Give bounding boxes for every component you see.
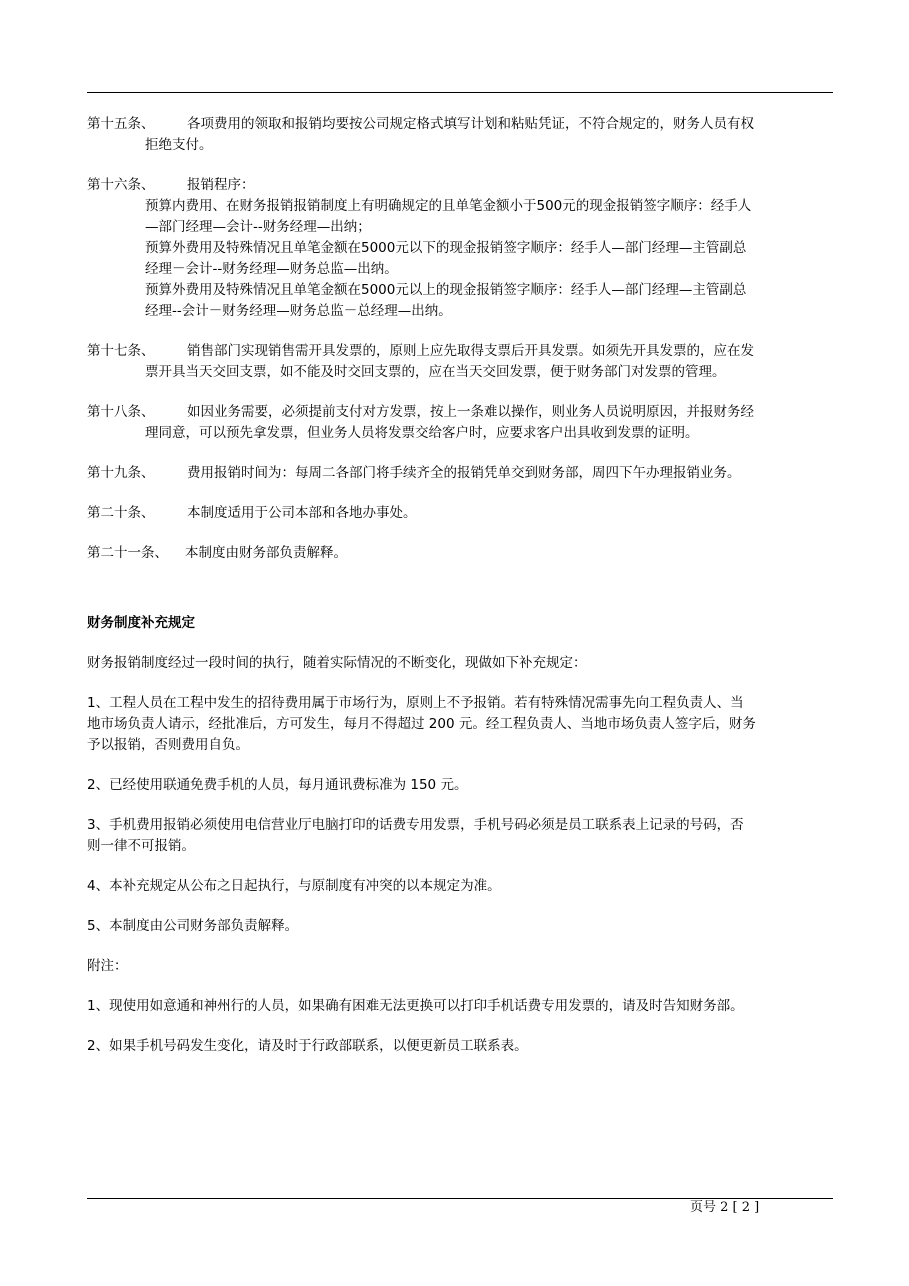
line: 4、本补充规定从公布之日起执行，与原制度有冲突的以本规定为准。 [87, 878, 501, 894]
procedure-line: 经理－会计--财务经理—财务总监—出纳。 [145, 261, 398, 277]
supplement-item-4 [87, 876, 833, 897]
article-number: 第十六条、 [87, 177, 155, 193]
header-rule [87, 92, 833, 93]
line: 则一律不可报销。 [87, 838, 195, 854]
article-18 [87, 402, 833, 444]
note-1: 1、现使用如意通和神州行的人员，如果确有困难无法更换可以打印手机话费专用发票的，请及时告知财务部。 [87, 998, 744, 1014]
procedure-line: —部门经理—会计--财务经理—出纳； [145, 219, 371, 235]
article-19 [87, 463, 833, 484]
line: 5、本制度由公司财务部负责解释。 [87, 918, 299, 934]
article-21 [87, 543, 833, 564]
article-text-cont: 票开具当天交回支票，如不能及时交回支票的，应在当天交回发票，便于财务部门对发票的管理。 [145, 364, 726, 380]
line: 1、工程人员在工程中发生的招待费用属于市场行为，原则上不予报销。若有特殊情况需事先向工程负责人、当 [87, 695, 744, 711]
article-text: 本制度适用于公司本部和各地办事处。 [187, 505, 417, 521]
article-number: 第二十条、 [87, 505, 155, 521]
line: 3、手机费用报销必须使用电信营业厅电脑打印的话费专用发票，手机号码必须是员工联系表上记录的号码，否 [87, 817, 744, 833]
article-text-cont: 拒绝支付。 [145, 137, 213, 153]
article-number: 第十九条、 [87, 465, 155, 481]
line: 2、已经使用联通免费手机的人员，每月通讯费标准为 150 元。 [87, 777, 468, 793]
note-2: 2、如果手机号码发生变化，请及时于行政部联系，以便更新员工联系表。 [87, 1038, 528, 1054]
intro-paragraph: 财务报销制度经过一段时间的执行，随着实际情况的不断变化，现做如下补充规定： [87, 655, 587, 671]
procedure-line: 预算外费用及特殊情况且单笔金额在5000元以上的现金报销签字顺序：经手人—部门经理—主管副总 [145, 282, 747, 298]
article-text: 费用报销时间为：每周二各部门将手续齐全的报销凭单交到财务部，周四下午办理报销业务。 [187, 465, 741, 481]
supplement-item-2 [87, 775, 833, 796]
page-number: 页号 2 [ 2 ] [690, 1200, 760, 1215]
article-16 [87, 175, 833, 322]
article-number: 第十七条、 [87, 343, 155, 359]
procedure-line: 预算外费用及特殊情况且单笔金额在5000元以下的现金报销签字顺序：经手人—部门经理—主管副总 [145, 240, 747, 256]
note-label: 附注： [87, 958, 128, 974]
procedure-line: 预算内费用、在财务报销报销制度上有明确规定的且单笔金额小于500元的现金报销签字顺序：经手人 [145, 198, 752, 214]
article-text: 销售部门实现销售需开具发票的，原则上应先取得支票后开具发票。如须先开具发票的，应在发 [187, 343, 754, 359]
article-number: 第十五条、 [87, 116, 155, 132]
article-15 [87, 114, 833, 156]
article-text: 本制度由财务部负责解释。 [185, 545, 347, 561]
supplement-item-1 [87, 693, 833, 756]
line: 予以报销，否则费用自负。 [87, 737, 249, 753]
procedure-line: 经理--会计－财务经理—财务总监－总经理—出纳。 [145, 303, 452, 319]
article-17 [87, 341, 833, 383]
supplement-item-3 [87, 815, 833, 857]
article-20 [87, 503, 833, 524]
supplement-item-5 [87, 916, 833, 937]
document-body [87, 114, 833, 1076]
article-number: 第二十一条、 [87, 545, 168, 561]
section-title: 财务制度补充规定 [87, 615, 195, 631]
article-number: 第十八条、 [87, 404, 155, 420]
article-text: 各项费用的领取和报销均要按公司规定格式填写计划和粘贴凭证，不符合规定的，财务人员有权 [187, 116, 754, 132]
article-text: 如因业务需要，必须提前支付对方发票，按上一条难以操作，则业务人员说明原因，并报财务经 [187, 404, 754, 420]
article-text-cont: 理同意，可以预先拿发票，但业务人员将发票交给客户时，应要求客户出具收到发票的证明。 [145, 425, 699, 441]
article-text: 报销程序： [187, 177, 255, 193]
line: 地市场负责人请示，经批准后，方可发生，每月不得超过 200 元。经工程负责人、当地市场负责人签字后，财务 [87, 716, 756, 732]
